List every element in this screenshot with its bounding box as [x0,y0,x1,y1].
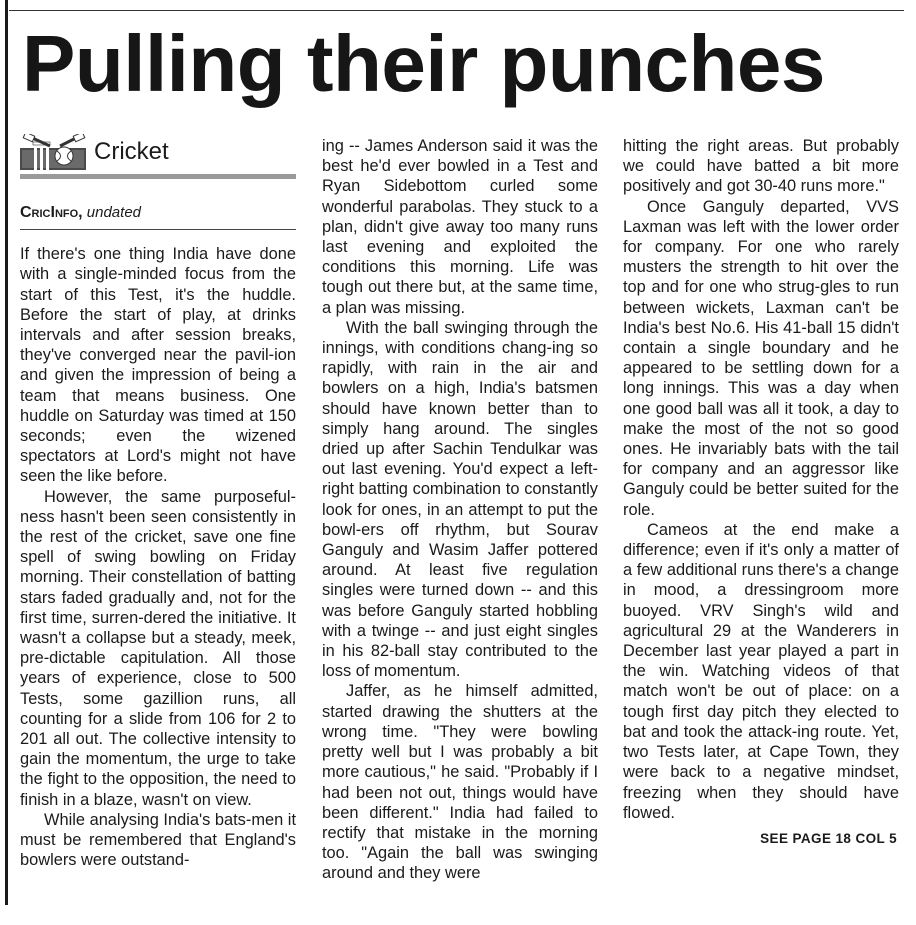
paragraph: Jaffer, as he himself admitted, started drawing the shutters at the wrong time. "They were bowling pretty well but I was probably a bit more cautious," he said. "Probably if I had been not out, things would have been different." India had failed to rectify that mistake in the morning too. "Again the ball was swinging around and they were [322,682,598,883]
section-header [20,134,296,174]
cricket-logo-icon [20,134,88,172]
headline: Pulling their punches [22,19,825,108]
byline-source: CricInfo, [20,204,83,221]
byline [20,203,296,223]
paragraph: Cameos at the end make a difference; even if it's only a matter of a few additional runs there's a change in mood, a dressingroom more buoyed. VRV Singh's wild and agricultural 29 at the Wanderers in December last year played a part in the win. Watching videos of that match won't be out of place: on a tough first day pitch they elected to bat and took the attack-ing route. Yet, two Tests later, at Cape Town, they were back to a negative mindset, freezing when they should have flowed. [623,520,899,822]
section-rule [20,174,296,179]
continuation-jump[interactable]: SEE PAGE 18 COL 5 [760,830,897,846]
byline-rule [20,229,296,230]
byline-date: undated [86,204,142,221]
paragraph: hitting the right areas. But probably we could have batted a bit more positively and got 30-40 runs more." [623,137,899,196]
left-border-rule [5,0,8,905]
paragraph: However, the same purposeful-ness hasn't been seen consistently in the rest of the cricket, save one fine spell of swing bowling on Friday morning. Their constellation of batting stars faded gradually and, not for the first time, surren-dered the initiative. It wasn't a collapse but a steady, meek, pre-dictable capitulation. All those years of experience, close to 500 Tests, some gazillion runs, all counting for a slide from 106 for 2 to 201 all out. The collective intensity to gain the momentum, the urge to take the fight to the opposition, the need to finish in a blaze, wasn't on view. [20,487,296,809]
top-rule [9,10,904,11]
section-label: Cricket [94,138,169,165]
paragraph: With the ball swinging through the innings, with conditions chang-ing so rapidly, with rain in the air and bowlers on a high, India's batsmen should have known better than to simply hang around. The singles dried up after Sachin Tendulkar was out last evening. You'd expect a left-right batting combination to constantly look for ones, in an attempt to put the bowl-ers off rhythm, but Sourav Ganguly and Wasim Jaffer pottered around. At least five regulation singles were turned down -- and this was before Ganguly started hobbling with a twinge -- and just eight singles in his 82-ball stay contributed to the loss of momentum. [322,318,598,681]
paragraph: While analysing India's bats-men it must be remembered that England's bowlers were outstand- [20,810,296,870]
paragraph: Once Ganguly departed, VVS Laxman was left with the lower order for company. For one who rarely musters the strength to hit over the top and for one who strug-gles to run between wickets, Laxman can't be India's best No.6. His 41-ball 15 didn't contain a single boundary and he appeared to be settling down for a long innings. This was a day when one good ball was all it took, a day to make the most of the not so good ones. He invariably bats with the tail for company and an aggressor like Ganguly could be better suited for the role. [623,197,899,519]
article-column-3 [623,136,899,849]
article-column-1 [20,134,296,871]
paragraph: If there's one thing India have done with a single-minded focus from the start of this Test, it's the huddle. Before the start of play, at drinks intervals and after session breaks, they've converged near the pavil-ion and given the impression of being a team that means business. One huddle on Saturday was timed at 150 seconds; even the wizened spectators at Lord's might not have seen the like before. [20,245,296,486]
article-column-2 [322,136,598,884]
paragraph: ing -- James Anderson said it was the best he'd ever bowled in a Test and Ryan Sidebottom curled some wonderful parabolas. They stuck to a plan, didn't give away too many runs last evening and exploited the conditions this morning. Life was tough out there but, at the same time, a plan was missing. [322,137,598,317]
